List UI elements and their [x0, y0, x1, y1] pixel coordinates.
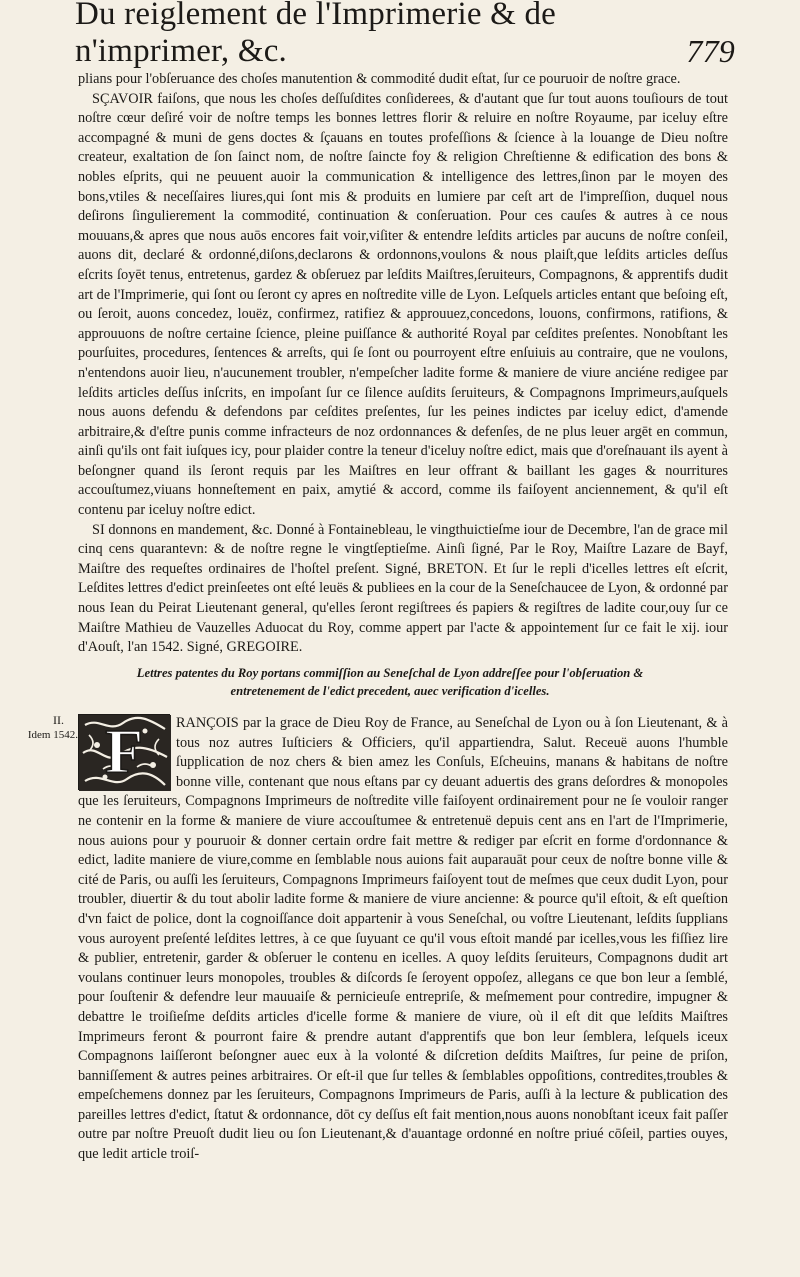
margin-note — [16, 713, 78, 743]
ordinance-text — [78, 70, 728, 658]
running-head — [75, 0, 735, 70]
letter-body: RANÇOIS par la grace de Dieu Roy de France, au Seneſchal de Lyon ou à ſon Lieutenant, & à tous noz autres Iuſticiers & Officiers, qu'il appartiendra, Salut. Receuë auons l'humble ſupplication de noz chers & bien amez les Conſuls, Eſcheuins, manans & habitans de noſtre bonne ville, contenant que nous eſtans par cy deuant aduertis des grans deſordres & monopoles que les ſeruiteurs, Compagnons Imprimeurs de noſtredite ville faiſoyent ordinairement pour ne ſe vouloir ranger ne contenir en la forme & maniere de viure accouſtumee & entretenuë depuis cent ans en l'art de l'Imprimerie, nous auions pour y pouruoir & donner certain ordre fait mettre & rediger par eſcrit en forme d'ordonnance & edict, ladite maniere de viure,comme en ſemblable nous auions fait auparauāt pour ceux de noſtre bonne ville & cité de Paris, ou auſſi les ſeruiteurs, Compagnons Imprimeurs faiſoyent tout de meſmes que ceux dudit Lyon, pour troubler, diuertir & du tout abolir ladite forme & maniere de viure ancienne: & pource qu'il eſtoit, & eſt queſtion d'vn faict de police, dont la cognoiſſance doit appartenir à vous Seneſchal, ou voſtre Lieutenant, leſdits ſupplians vous auroyent preſenté leſdites lettres, à ce que ſuyuant ce qu'il vous eſtoit mandé par icelles,vous les fiſſiez lire & publier, entretenir, garder & obſeruer le contenu en icelles. A quoy leſdits ſeruiteurs, Compagnons dudit art voulans continuer leurs monopoles, troubles & diſcords ſe ſeroyent oppoſez, allegans ce que bon leur a ſemblé, pour ſouſtenir & defendre leur mauuaiſe & pernicieuſe entrepriſe, & meſmement pour contredire, impugner & debattre le troiſieſme deſdits articles d'icelle forme & maniere de viure, où il eſt dit que leſdits Maiſtres Imprimeurs feront & pourront faire & prendre autant d'apprentifs que bon leur ſemblera, leſquels iceux Compagnons laiſſeront beſongner auec eux à la volonté & diſcretion deſdits Maiſtres, ſur peine de priſon, banniſſement & autres peines arbitraires. Or eſt-il que ſur telles & ſemblables oppoſitions, contredites,troubles & empeſchemens donnez par les ſeruiteurs, Compagnons Imprimeurs de Paris, auſſi à la lecture & publication des pareilles lettres d'edict, ſtatut & ordonnance, dōt cy deſſus eſt fait mention,nous auons nonobſtant iceux fait paſſer outre par noſtre Preuoſt dudit lieu ou ſon Lieutenant,& d'auantage ordonné en noſtre priué cōſeil, parties ouyes, que ledit article troiſ- — [78, 715, 728, 1163]
page-title: Du reiglement de l'Imprimerie & de n'imprimer, &c. — [75, 0, 556, 69]
dropcap-letter: F — [105, 718, 143, 786]
ornamental-initial — [78, 714, 170, 790]
paragraph: SÇAVOIR faiſons, que nous les choſes deſſuſdites conſiderees, & d'autant que ſur tout auons touſiours de tout noſtre cœur deſiré voir de noſtre temps les bonnes lettres florir & reluire en noſtre Royaume, par iceluy eſtre accompagné & muni de gens doctes & ſçauans en toutes profeſſions & ſcience à la louange de Dieu noſtre createur, exaltation de ſon ſainct nom, de noſtre ſaincte foy & religion Chreſtienne & edification des bons & nobles eſprits, qui ne peuuent auoir la communication & intelligence des lettres,ſinon par le moyen des bons,vtiles & neceſſaires liures,qui ſont mis & produits en lumiere par ceſt art de l'impreſſion, duquel nous deſirons ſingulierement la commodité, continuation & conſeruation. Pour ces cauſes & autres à ce nous mouuans,& apres que nous auōs encores fait voir,viſiter & entendre leſdits articles par aucuns de noſtre conſeil, auons dit, declaré & ordonné,diſons,declarons & ordonnons,voulons & nous plaiſt,que leſdits articles deſſus eſcrits ſoyēt tenus, entretenus, gardez & obſeruez par leſdits Maiſtres,ſeruiteurs, Compagnons, & apprentifs dudit art de l'Imprimerie, qui ſont ou ſeront cy apres en noſtredite ville de Lyon. Leſquels articles entant que beſoing eſt, ou ſeroit, auons concedez, louëz, confirmez, ratifiez & approuuez,concedons, louons, confirmons, ratifions, & approuuons de noſtre certaine ſcience, pleine puiſſance & authorité Royal par ceſdites preſentes. Nonobſtant les pourſuites, procedures, ſentences & arreſts, qui ſe ſont ou pourroyent eſtre enſuiuis au contraire, que ne voulons, n'entendons auoir lieu, n'aucunement troubler, n'empeſcher ladite forme & maniere de viure anciéne redigee par leſdits articles deſſus inſcrits, en impoſant ſur ce ſilence auſdits ſeruiteurs, & Compagnons Imprimeurs,auſquels nous auons defendu & defendons par ceſdites preſentes, ſur les peines indictes par iceluy edict, d'amende arbitraire,& d'eſtre punis comme infracteurs de noz ordonnances & defenſes, de ne plus leuer argēt en commun, ainſi qu'ils ont fait iuſques icy, pour plaider contre la teneur d'iceluy noſtre edict, mais que d'oreſnauant ils ayent à beſongner quand ils ſeront requis par les Maiſtres en leur offrant & baillant les gages & nourritures accouſtumez,viuans honneſtement en paix, amytié & accord, comme ils faiſoyent anciennement, & qu'il eſt contenu par iceluy noſtre edict. — [78, 90, 728, 519]
paragraph: SI donnons en mandement, &c. Donné à Fontainebleau, le vingthuictieſme iour de Decembre, l'an de grace mil cinq cens quarantevn: & de noſtre regne le vingtſeptieſme. Ainſi ſigné, Par le Roy, Maiſtre Lazare de Bayf, Maiſtre des requeſtes ordinaires de l'hoſtel preſent. Signé, BRETON. Et ſur le repli d'icelles lettres eſt eſcrit, Leſdites lettres d'edict preinſeetes ont eſté leuës & publiees en la cour de la Seneſchaucee de Lyon, & ordonné par nous Iean du Peirat Lieutenant general, qu'elles ſeront regiſtrees és papiers & regiſtres de ladite cour,ouy ſur ce Maiſtre Mathieu de Vauzelles Aduocat du Roy, comme appert par l'acte & appointement ſur ce fait le xij. iour d'Aouſt, l'an 1542. Signé, GREGOIRE. — [78, 521, 728, 656]
margin-date: Idem 1542. — [27, 729, 78, 741]
letters-patent-text — [78, 714, 728, 1165]
section-heading: Lettres patentes du Roy portans commiſſion au Seneſchal de Lyon addreſſee pour l'obſeruation & entretenement de l'edict precedent, auec verification d'icelles. — [136, 666, 644, 698]
page-number: 779 — [686, 33, 735, 69]
paragraph: plians pour l'obſeruance des choſes manutention & commodité dudit eſtat, ſur ce pouruoir de noſtre grace. — [78, 71, 681, 87]
margin-roman-numeral: II. — [53, 713, 64, 727]
